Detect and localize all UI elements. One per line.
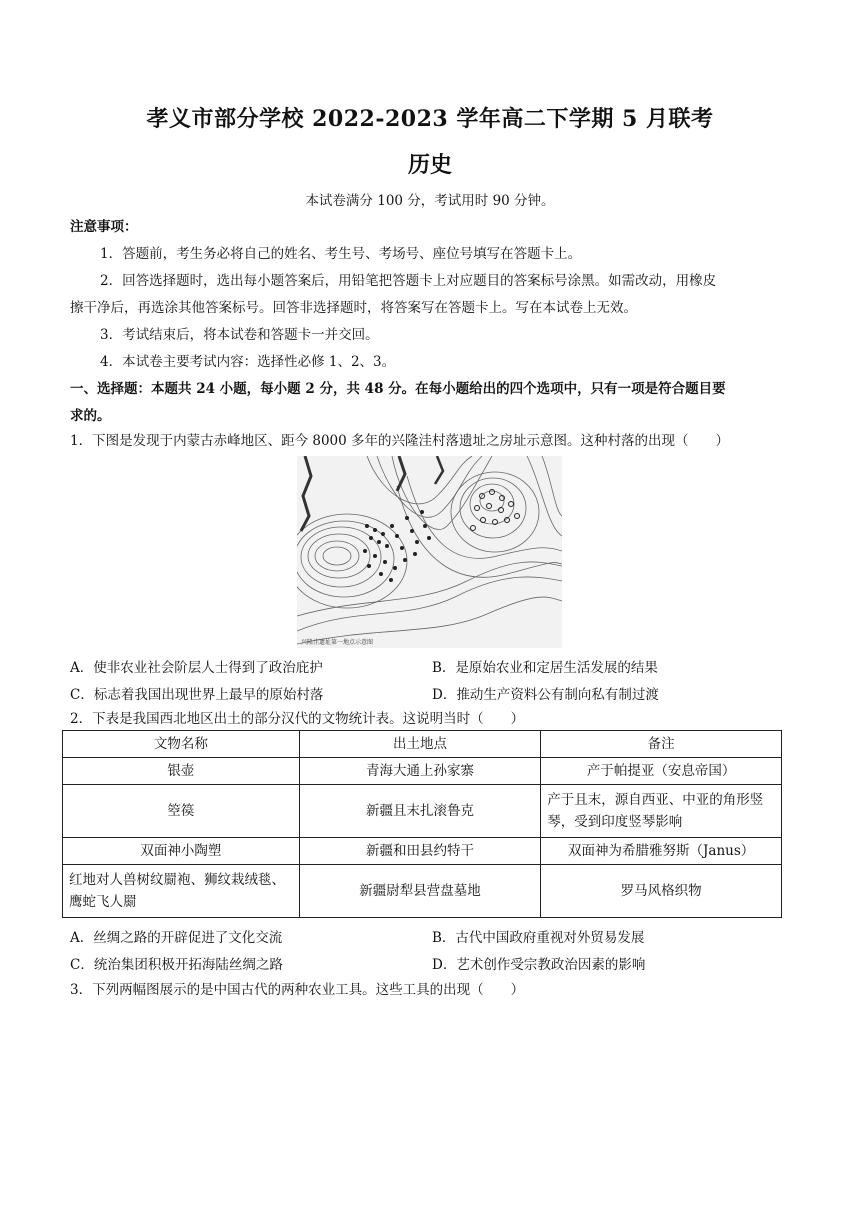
map-caption: 兴隆洼遗址第一地点示意图 xyxy=(301,639,374,646)
contour-map-image xyxy=(297,456,562,648)
table-cell: 箜篌 xyxy=(63,785,300,838)
note-item-2: 2．回答选择题时，选出每小题答案后，用铅笔把答题卡上对应题目的答案标号涂黑。如需改动，用橡皮 xyxy=(100,273,717,289)
table-cell: 双面神小陶塑 xyxy=(63,838,300,865)
section-heading: 一、选择题：本题共 24 小题，每小题 2 分，共 48 分。在每小题给出的四个选项中，只有一项是符合题目要 xyxy=(70,381,726,397)
table-row xyxy=(63,758,782,785)
note-item-4: 4．本试卷主要考试内容：选择性必修 1、2、3。 xyxy=(100,354,396,370)
table-header-row xyxy=(63,731,782,758)
table-row xyxy=(63,865,782,918)
table-cell: 新疆尉犁县营盘墓地 xyxy=(299,865,541,918)
table-cell: 新疆且末扎滚鲁克 xyxy=(299,785,541,838)
table-cell: 红地对人兽树纹罽袍、狮纹栽绒毯、鹰蛇飞人罽 xyxy=(63,865,300,918)
table-cell: 银壶 xyxy=(63,758,300,785)
table-header-cell: 文物名称 xyxy=(63,731,300,758)
table-cell: 产于帕提亚（安息帝国） xyxy=(541,758,782,785)
section-heading-cont: 求的。 xyxy=(70,408,111,424)
q1-option-a: A．使非农业社会阶层人士得到了政治庇护 xyxy=(70,660,323,676)
table-cell: 双面神为希腊雅努斯（Janus） xyxy=(541,838,782,865)
q1-option-b: B．是原始农业和定居生活发展的结果 xyxy=(432,660,658,676)
q2-option-c: C．统治集团积极开拓海陆丝绸之路 xyxy=(70,957,283,973)
settlement-map-figure xyxy=(297,456,562,648)
table-cell: 产于且末，源自西亚、中亚的角形竖琴，受到印度竖琴影响 xyxy=(541,785,782,838)
table-cell: 青海大通上孙家寨 xyxy=(299,758,541,785)
relics-table xyxy=(62,730,782,918)
note-item-3: 3．考试结束后，将本试卷和答题卡一并交回。 xyxy=(100,327,379,343)
q2-option-d: D．艺术创作受宗教政治因素的影响 xyxy=(432,957,646,973)
table-cell: 罗马风格织物 xyxy=(541,865,782,918)
exam-title: 孝义市部分学校 2022-2023 学年高二下学期 5 月联考 xyxy=(146,106,714,132)
subject-title: 历史 xyxy=(407,152,452,178)
note-item-2-cont: 擦干净后，再选涂其他答案标号。回答非选择题时，将答案写在答题卡上。写在本试卷上无效。 xyxy=(70,300,637,316)
question-3-stem: 3．下列两幅图展示的是中国古代的两种农业工具。这些工具的出现（ ） xyxy=(70,982,525,998)
q2-option-a: A．丝绸之路的开辟促进了文化交流 xyxy=(70,930,283,946)
q1-option-d: D．推动生产资料公有制向私有制过渡 xyxy=(432,687,659,703)
question-2-stem: 2．下表是我国西北地区出土的部分汉代的文物统计表。这说明当时（ ） xyxy=(70,711,525,727)
table-cell: 新疆和田县约特干 xyxy=(299,838,541,865)
notes-heading: 注意事项： xyxy=(70,219,138,235)
question-1-stem: 1．下图是发现于内蒙古赤峰地区、距今 8000 多年的兴隆洼村落遗址之房址示意图。这种村落的出现（ ） xyxy=(70,433,730,449)
table-row xyxy=(63,838,782,865)
note-item-1: 1．答题前，考生务必将自己的姓名、考生号、考场号、座位号填写在答题卡上。 xyxy=(100,246,582,262)
q1-option-c: C．标志着我国出现世界上最早的原始村落 xyxy=(70,687,324,703)
table-row xyxy=(63,785,782,838)
exam-info: 本试卷满分 100 分，考试用时 90 分钟。 xyxy=(305,193,555,209)
q2-option-b: B．古代中国政府重视对外贸易发展 xyxy=(432,930,645,946)
table-header-cell: 备注 xyxy=(541,731,782,758)
table-header-cell: 出土地点 xyxy=(299,731,541,758)
